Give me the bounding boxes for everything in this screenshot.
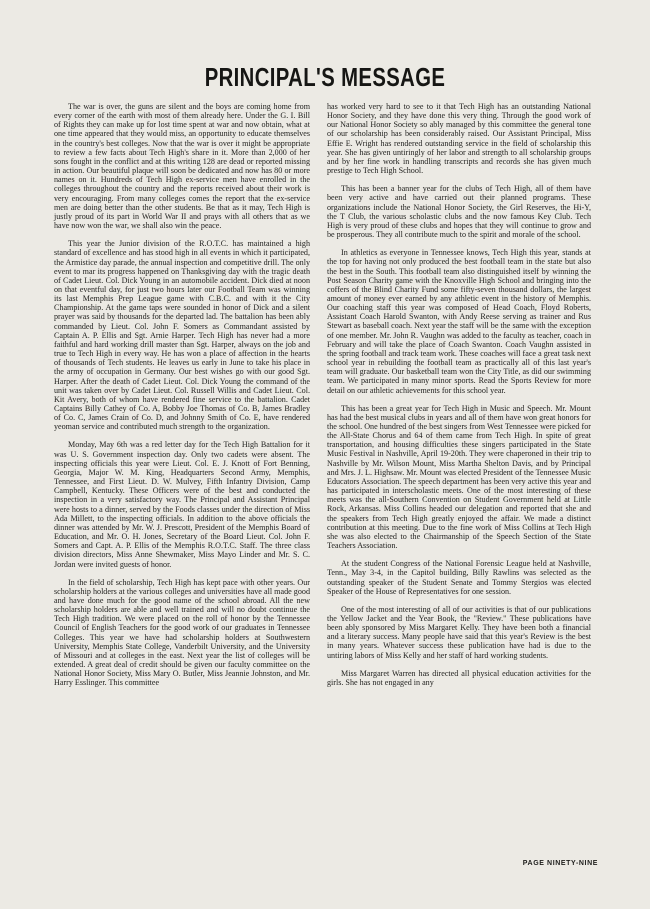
- paragraph-scholarship: In the field of scholarship, Tech High has kept pace with other years. Our scholarship holders at the various colleges and universities have all made good and have done much for the good name of the school abroad. All the new scholarship holders are able and well trained and will no doubt continue the Tech High tradition. We were placed on the roll of honor by the Tennessee Council of English Teachers for the good work of our graduates in Tennessee Colleges. This year we have had scholarship holders at Southwestern University, Memphis State College, Vanderbilt University, and the University of Missouri and at colleges in the east. Next year the list of colleges will be extended. A great deal of credit should be given our faculty committee on the National Honor Society, Miss Mary O. Butler, Miss Jeannie Johnston, and Mr. Harry Esslinger. This committee: [54, 577, 310, 688]
- page-title: PRINCIPAL'S MESSAGE: [204, 62, 446, 92]
- paragraph-publications: One of the most interesting of all of our activities is that of our publications the Yellow Jacket and the Year Book, the "Review." These publications have been ably sponsored by Miss Margaret Kelly. They have been both a financial and a literary success. Many people have said that this year's Review is the best in many years. Whatever success these publication have had is due to the untiring labors of Miss Kelly and her staff of hard working students.: [327, 604, 591, 660]
- paragraph-honor-society: has worked very hard to see to it that Tech High has an outstanding National Honor Society, and they have done this very thing. Through the good work of our National Honor Society so ably managed by this committee the general tone of our scholarship has been considerably raised. Our Assistant Principal, Miss Effie E. Wright has rendered outstanding service in the field of scholarship this year. She has given untiringly of her labor and strength to all scholarship groups and by her fine work in handling transcripts and records she has given much prestige to Tech High School.: [327, 102, 591, 176]
- left-column: [54, 102, 310, 697]
- right-column: [327, 102, 591, 696]
- page-number: PAGE NINETY-NINE: [522, 860, 598, 867]
- paragraph-physical-education: Miss Margaret Warren has directed all physical education activities for the girls. She has not engaged in any: [327, 668, 591, 687]
- paragraph-rotc: This year the Junior division of the R.O.T.C. has maintained a high standard of excellence and has stood high in all events in which it participated, the Armistice day parade, the annual inspection and competitive drill. The only event to mar its progress happened on Thanksgiving day with the tragic death of Cadet Lieut. Col. Dick Young in an automobile accident. Dick died at noon on that eventful day, for just two hours later our Football Team was winning its last Memphis Prep League game with C.B.C. and with it the City Championship. At the game taps were sounded in honor of Dick and a silent prayer was said by thousands for the departed lad. The battalion has been ably commanded by Lieut. Col. John F. Somers as Commandant assisted by Captain A. P. Ellis and Sgt. Arnie Harper. Tech High has never had a more faithful and hard working drill master than Sgt. Harper, always on the job and true to Tech High in every way. He has won a place of affection in the hearts of thousands of Tech students. He leaves us early in June to take his place in the army of occupation in Germany. Our best wishes go with our good Sgt. Harper. After the death of Cadet Lieut. Col. Dick Young the command of the unit was taken over by Cadet Lieut. Col. Russell Willis and Cadet Lieut. Col. Kit Avery, both of whom have rendered fine service to the battalion. Cadet Captains Billy Cathey of Co. A, Bobby Joe Thomas of Co. B, James Bradley of Co. C, James Crain of Co. D, and Johnny Smith of Co. E, have rendered yeoman service and contributed much strength to the organization.: [54, 239, 310, 432]
- paragraph-inspection: Monday, May 6th was a red letter day for the Tech High Battalion for it was U. S. Government inspection day. Only two cadets were absent. The inspecting officials this year were Lieut. Col. E. J. Knott of Fort Benning, Georgia, Major W. M. King, Headquarters Second Army, Memphis, Tennessee, and First Lieut. D. W. Mulvey, Fifth Infantry Division, Camp Campbell, Kentucky. These Officers were of the best and conducted the inspection in a very satisfactory way. The Principal and Assistant Principal were hosts to a dinner, served by the Foods classes under the direction of Miss Ada Millett, to the inspecting officials. In addition to the above officials the dinner was attended by Mr. W. J. Prescott, President of the Memphis Board of Education, and Mr. O. H. Jones, Secretary of the Board Lieut. Col. John F. Somers and Capt. A. P. Ellis of the Memphis R.O.T.C. Staff. The three class division directors, Miss Anne Shewmaker, Miss Mayo Linder and Mr. S. C. Jordan were invited guests of honor.: [54, 440, 310, 569]
- paragraph-forensic-league: At the student Congress of the National Forensic League held at Nashville, Tenn., May 3-4, in the Capitol building, Billy Rawlins was selected as the outstanding speaker of the Student Senate and Tommy Stergios was elected Speaker of the House of Representatives for one session.: [327, 559, 591, 596]
- paragraph-war: The war is over, the guns are silent and the boys are coming home from every corner of the earth with most of them already here. Under the G. I. Bill of Rights they can make up for lost time spent at war and now obtain, what at one time appeared that they would miss, an opportunity to educate themselves in the country's best colleges. Now that the war is over it might be appropriate to review a few facts about Tech High's share in it. More than 2,000 of her sons fought in the conflict and at this writing 128 are dead or reported missing in action. Our beautiful plaque will soon be dedicated and now has 80 or more names on it. Hundreds of Tech High ex-service men have enrolled in the colleges throughout the country and the reports received about their work is very encouraging. From many colleges comes the report that the ex-service men are doing better than the other students. Be that as it may, Tech High is justly proud of its part in World War II and prays with all others that as we have now won the war, we shall also win the peace.: [54, 102, 310, 231]
- paragraph-clubs: This has been a banner year for the clubs of Tech High, all of them have been very active and have carried out their planned programs. These organizations include the National Honor Society, the Girl Reserves, the Hi-Y, the T Club, the various scholastic clubs and the now famous Key Club. Tech High is very proud of these clubs and hopes that they will continue to grow and be prosperous. They all contribute much to the spirit and morale of the school.: [327, 184, 591, 240]
- paragraph-athletics: In athletics as everyone in Tennessee knows, Tech High this year, stands at the top for having not only produced the best football team in the state but also the best in the South. This football team also distinguished itself by winning the Post Season Charity game with the Knoxville High School and bringing into the coffers of the Blind Charity Fund some fifty-seven thousand dollars, the largest amount of money ever earned by any athletic event in the history of Memphis. Our coaching staff this year was composed of Head Coach, Floyd Roberts, Assistant Coach Harold Swanton, with Andy Reese serving as trainer and Rus Stewart as baseball coach. Next year the staff will be the same with the exception of one member. Mr. John R. Vaughn was added to the faculty as teacher, coach in February and will take the place of Coach Swanton. Coach Vaughn assisted in the spring football and track team work. These coaches will face a great task next school year in rebuilding the football team as practically all of this last year's team will graduate. Our basketball team won the City Title, as did our swimming team. We participated in many minor sports. Read the Sports Review for more detail on our athletic achievements for this school year.: [327, 248, 591, 395]
- paragraph-music-speech: This has been a great year for Tech High in Music and Speech. Mr. Mount has had the best musical clubs in years and all of them have won great honors for the school. One hundred of the best singers from West Tennessee were picked for the All-State Chorus and 64 of them came from Tech High. In spite of great transportation, and housing difficulties these singers participated in the State Music Festival in Nashville, April 19-20th. They were chaperoned in their trip to Nashville by Mr. Wilson Mount, Miss Martha Shelton Davis, and by Principal and Mrs. J. L. Highsaw. Mr. Mount was elected President of the Tennessee Music Educators Association. The speech department has been very active this year and has participated in interscholastic meets. One of the most interesting of these meets was the all-Southern Convention on Student Government held at Little Rock, Arkansas. Miss Collins headed our delegation and reported that she and the speakers from Tech High greatly enjoyed the affair. We made a distinct contribution at this meeting. Due to the fine work of Miss Collins at Tech High she was also elected to the Chairmanship of the Speech Section of the State Teachers Association.: [327, 403, 592, 551]
